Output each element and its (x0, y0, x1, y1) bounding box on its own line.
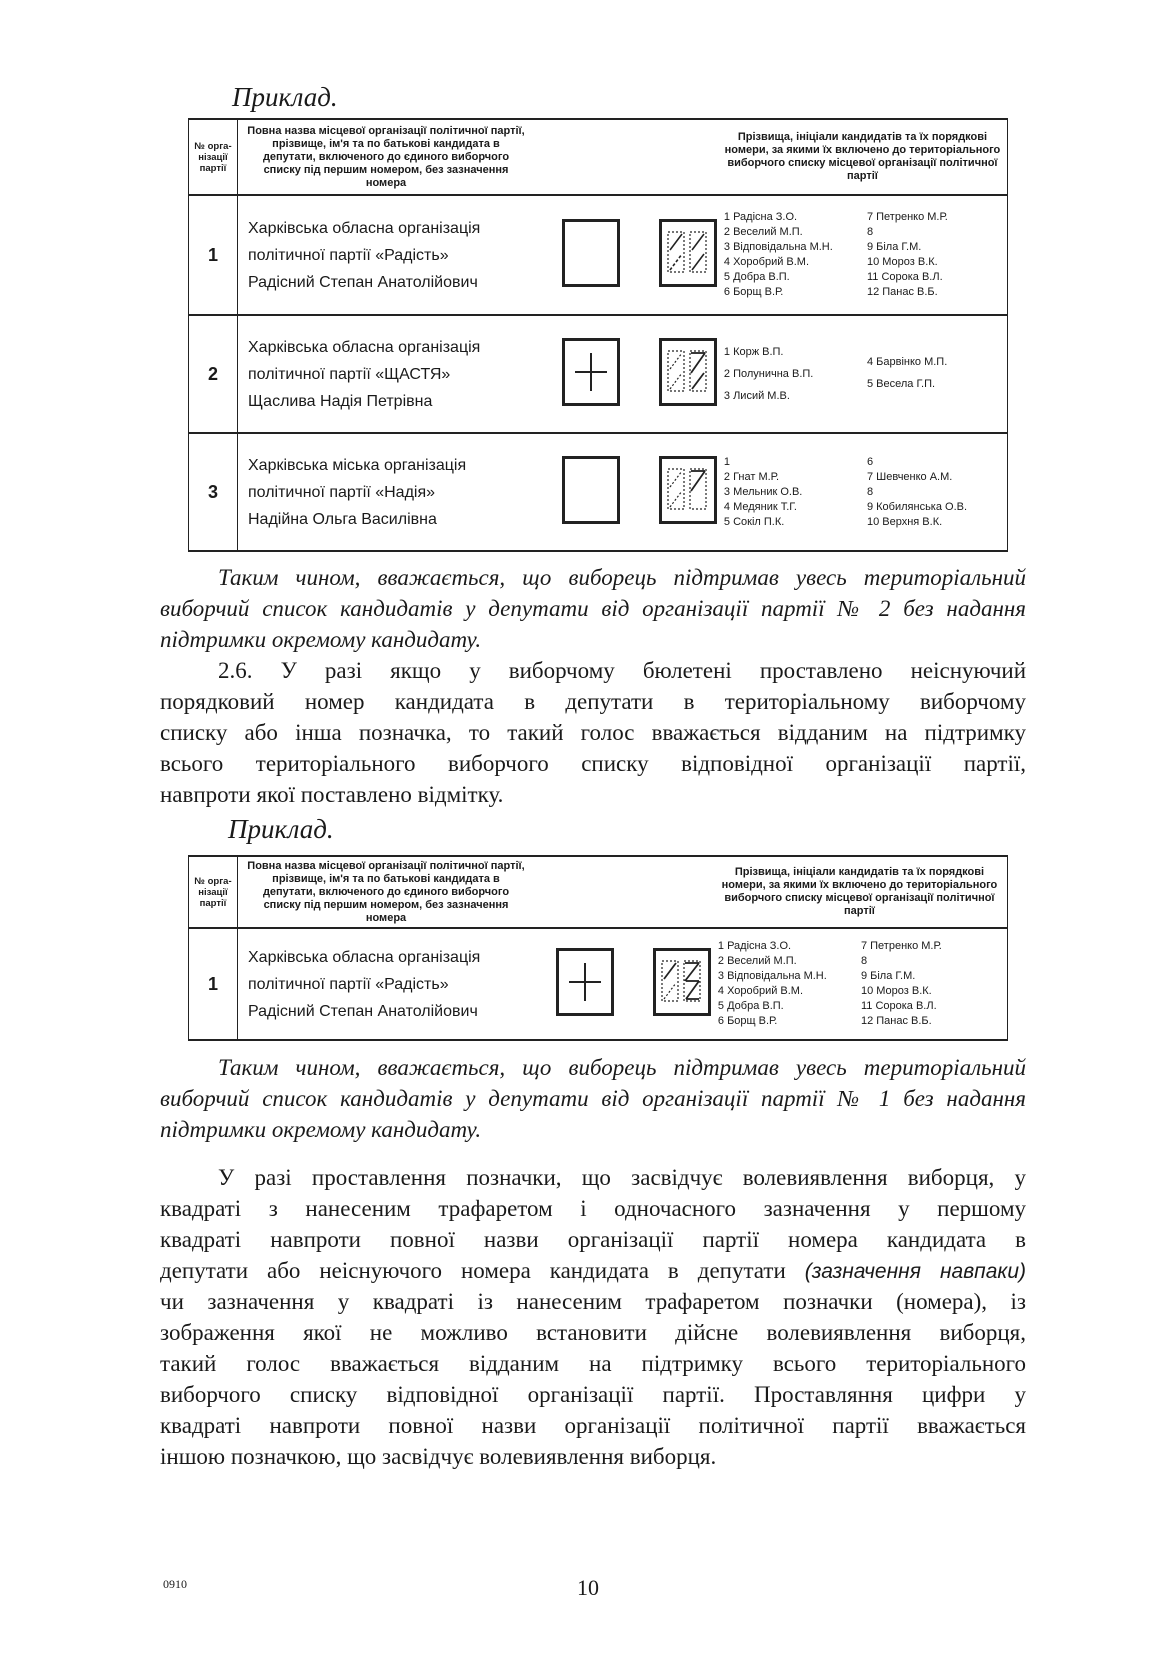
ballot-example-table-2 (188, 855, 1008, 1041)
conclusion-paragraph-2b (160, 1083, 1026, 1114)
candidate: 10 Мороз В.К. (860, 985, 932, 997)
leader-name: Радісний Степан Анатолійович (248, 1002, 478, 1020)
section-2-6-line: всього територіального виборчого списку відповідної організації партії, (160, 751, 1026, 776)
final-paragraph-text: депутати або неіснуючого номера кандидата в депутати (160, 1258, 805, 1283)
candidate: 1 Корж В.П. (723, 346, 784, 358)
org-name-line2: політичної партії «Надія» (248, 483, 436, 501)
conclusion-line: виборчий список кандидатів у депутати від організації партії № 1 без надання (160, 1086, 1026, 1111)
candidate: 5 Сокіл П.К. (723, 515, 785, 528)
candidate: 9 Біла Г.М. (860, 970, 916, 982)
final-paragraph-line: квадраті навпроти повної назви організації партії номера кандидата в (160, 1227, 1026, 1252)
ballot-example-table (188, 118, 1008, 552)
vote-box-empty[interactable] (562, 456, 620, 524)
org-name-line1: Харківська міська організація (248, 456, 467, 474)
section-2-6-line: порядковий номер кандидата в депутати в територіальному виборчому (160, 689, 1026, 714)
candidate: 3 Відповідальна М.Н. (717, 970, 827, 982)
vote-box-marked[interactable] (562, 338, 620, 406)
conclusion-paragraph-1c (160, 624, 1026, 655)
ballot-row (189, 315, 1008, 433)
candidate: 9 Кобилянська О.В. (866, 500, 968, 513)
vote-box-marked[interactable] (556, 948, 614, 1016)
conclusion-line: Таким чином, вважається, що виборець підтримав увесь територіальний (218, 1055, 1026, 1080)
conclusion-paragraph-1b (160, 593, 1026, 624)
candidate: 1 (723, 455, 731, 468)
page-number: 10 (577, 1575, 599, 1600)
candidate: 2 Веселий М.П. (717, 955, 797, 967)
stencil-box[interactable] (659, 219, 717, 287)
candidate: 12 Панас В.Б. (860, 1015, 932, 1027)
ballot-row (189, 928, 1008, 1040)
conclusion-paragraph-2c (160, 1114, 1026, 1145)
conclusion-paragraph-1 (160, 562, 1026, 593)
example-label: Приклад. (232, 82, 338, 112)
candidate: 4 Хоробрий В.М. (717, 985, 804, 997)
candidate: 4 Медяник Т.Г. (723, 500, 797, 513)
org-name-line2: політичної партії «Радість» (248, 975, 449, 993)
candidate: 11 Сорока В.Л. (866, 271, 943, 283)
party-number: 3 (189, 433, 238, 551)
party-info (238, 195, 535, 315)
org-name-line1: Харківська обласна організація (248, 338, 481, 356)
stencil-digits-icon (662, 341, 714, 403)
candidate: 3 Лисий М.В. (723, 390, 790, 402)
candidate: 7 Петренко М.Р. (866, 211, 948, 223)
candidate: 6 Борщ В.Р. (723, 286, 784, 298)
leader-name: Радісний Степан Анатолійович (248, 273, 478, 291)
final-paragraph-line: квадраті з нанесеним трафаретом і одночасного зазначення у першому (160, 1196, 1026, 1221)
header-candidates: Прізвища, ініціали кандидатів та їх порядкові номери, за якими їх включено до територіального виборчого списку місцевої організації політичної партії (712, 856, 1008, 928)
document-code: 0910 (163, 1577, 187, 1591)
final-paragraph-line: чи зазначення у квадраті із нанесеним трафаретом позначки (номера), із (160, 1289, 1026, 1314)
candidate: 6 Борщ В.Р. (717, 1015, 778, 1027)
final-paragraph-line: зображення якої не можливо встановити дійсне волевиявлення виборця, (160, 1320, 1026, 1345)
stencil-digits-icon (662, 459, 714, 521)
header-party-number: № орга- нізації партії (189, 856, 238, 928)
party-info (238, 928, 535, 1040)
candidate: 5 Добра В.П. (717, 1000, 784, 1012)
candidate: 3 Відповідальна М.Н. (723, 241, 833, 253)
stencil-digits-icon (656, 951, 708, 1013)
candidate: 12 Панас В.Б. (866, 286, 938, 298)
header-party-number: № орга- нізації партії (189, 119, 238, 195)
final-paragraph-line: іншою позначкою, що засвідчує волевиявлення виборця. (160, 1444, 717, 1469)
candidate: 2 Гнат М.Р. (723, 470, 779, 483)
plus-mark-bar (575, 371, 607, 373)
candidate: 4 Хоробрий В.М. (723, 256, 810, 268)
final-paragraph-line: У разі проставлення позначки, що засвідчує волевиявлення виборця, у (218, 1165, 1026, 1190)
plus-mark-bar (569, 981, 601, 983)
candidate: 2 Веселий М.П. (723, 226, 803, 238)
candidate: 1 Радісна З.О. (723, 211, 798, 223)
candidate: 10 Мороз В.К. (866, 256, 938, 268)
candidate: 8 (866, 226, 874, 238)
conclusion-line: виборчий список кандидатів у депутати від організації партії № 2 без надання (160, 596, 1026, 621)
header-party-name: Повна назва місцевої організації політичної партії, прізвище, ім'я та по батькові кандидата в депутати, включеного до єдиного виборчого списку під першим номером, без зазначення номера (247, 124, 525, 189)
candidate: 4 Барвінко М.П. (866, 356, 948, 368)
party-number: 2 (189, 315, 238, 433)
final-paragraph-line: квадраті навпроти повної назви організації політичної партії вважається (160, 1413, 1026, 1438)
final-paragraph-italic-note: (зазначення навпаки) (804, 1260, 1027, 1283)
candidate: 11 Сорока В.Л. (860, 1000, 937, 1012)
candidate: 6 (866, 455, 874, 468)
stencil-digits-icon (662, 222, 714, 284)
conclusion-line: підтримки окремому кандидату. (160, 627, 482, 652)
candidate: 8 (860, 955, 868, 967)
org-name-line2: політичної партії «Радість» (248, 246, 449, 264)
candidate: 10 Верхня В.К. (866, 515, 943, 528)
candidate: 2 Полунична В.П. (723, 368, 814, 380)
final-paragraph-line: такий голос вважається відданим на підтримку всього територіального (160, 1351, 1026, 1376)
party-info (238, 315, 535, 433)
final-paragraph-line: виборчого списку відповідної організації партії. Проставляння цифри у (160, 1382, 1026, 1407)
example-label: Приклад. (228, 814, 334, 844)
ballot-row (189, 433, 1008, 551)
candidate: 5 Добра В.П. (723, 271, 790, 283)
candidate: 8 (866, 485, 874, 498)
vote-box-empty[interactable] (562, 219, 620, 287)
conclusion-paragraph-2 (160, 1052, 1026, 1083)
org-name-line1: Харківська обласна організація (248, 219, 481, 237)
candidate: 7 Петренко М.Р. (860, 940, 942, 952)
party-info (238, 433, 535, 551)
org-name-line1: Харківська обласна організація (248, 948, 481, 966)
party-number: 1 (189, 195, 238, 315)
org-name-line2: політичної партії «ЩАСТЯ» (248, 365, 451, 383)
leader-name: Щаслива Надія Петрівна (248, 392, 433, 410)
stencil-box[interactable] (659, 456, 717, 524)
header-candidates: Прізвища, ініціали кандидатів та їх порядкові номери, за якими їх включено до територіального виборчого списку місцевої організації політичної партії (718, 119, 1008, 195)
candidate: 7 Шевченко А.М. (866, 470, 953, 483)
candidate: 3 Мельник О.В. (723, 485, 803, 498)
conclusion-line: Таким чином, вважається, що виборець підтримав увесь територіальний (218, 565, 1026, 590)
stencil-box[interactable] (659, 338, 717, 406)
ballot-row (189, 195, 1008, 315)
stencil-box[interactable] (653, 948, 711, 1016)
candidate: 1 Радісна З.О. (717, 940, 792, 952)
candidate: 5 Весела Г.П. (866, 378, 936, 390)
candidate: 9 Біла Г.М. (866, 241, 922, 253)
party-number: 1 (189, 928, 238, 1040)
final-paragraph-line (160, 1255, 1026, 1287)
conclusion-line: підтримки окремому кандидату. (160, 1117, 482, 1142)
section-2-6-line: 2.6. У разі якщо у виборчому бюлетені проставлено неіснуючий (218, 658, 1026, 683)
leader-name: Надійна Ольга Василівна (248, 510, 437, 528)
section-2-6-line: списку або інша позначка, то такий голос вважається відданим на підтримку (160, 720, 1026, 745)
header-party-name: Повна назва місцевої організації політичної партії, прізвище, ім'я та по батькові кандидата в депутати, включеного до єдиного виборчого списку під першим номером, без зазначення номера (247, 859, 525, 924)
section-2-6-line: навпроти якої поставлено відмітку. (160, 782, 504, 807)
